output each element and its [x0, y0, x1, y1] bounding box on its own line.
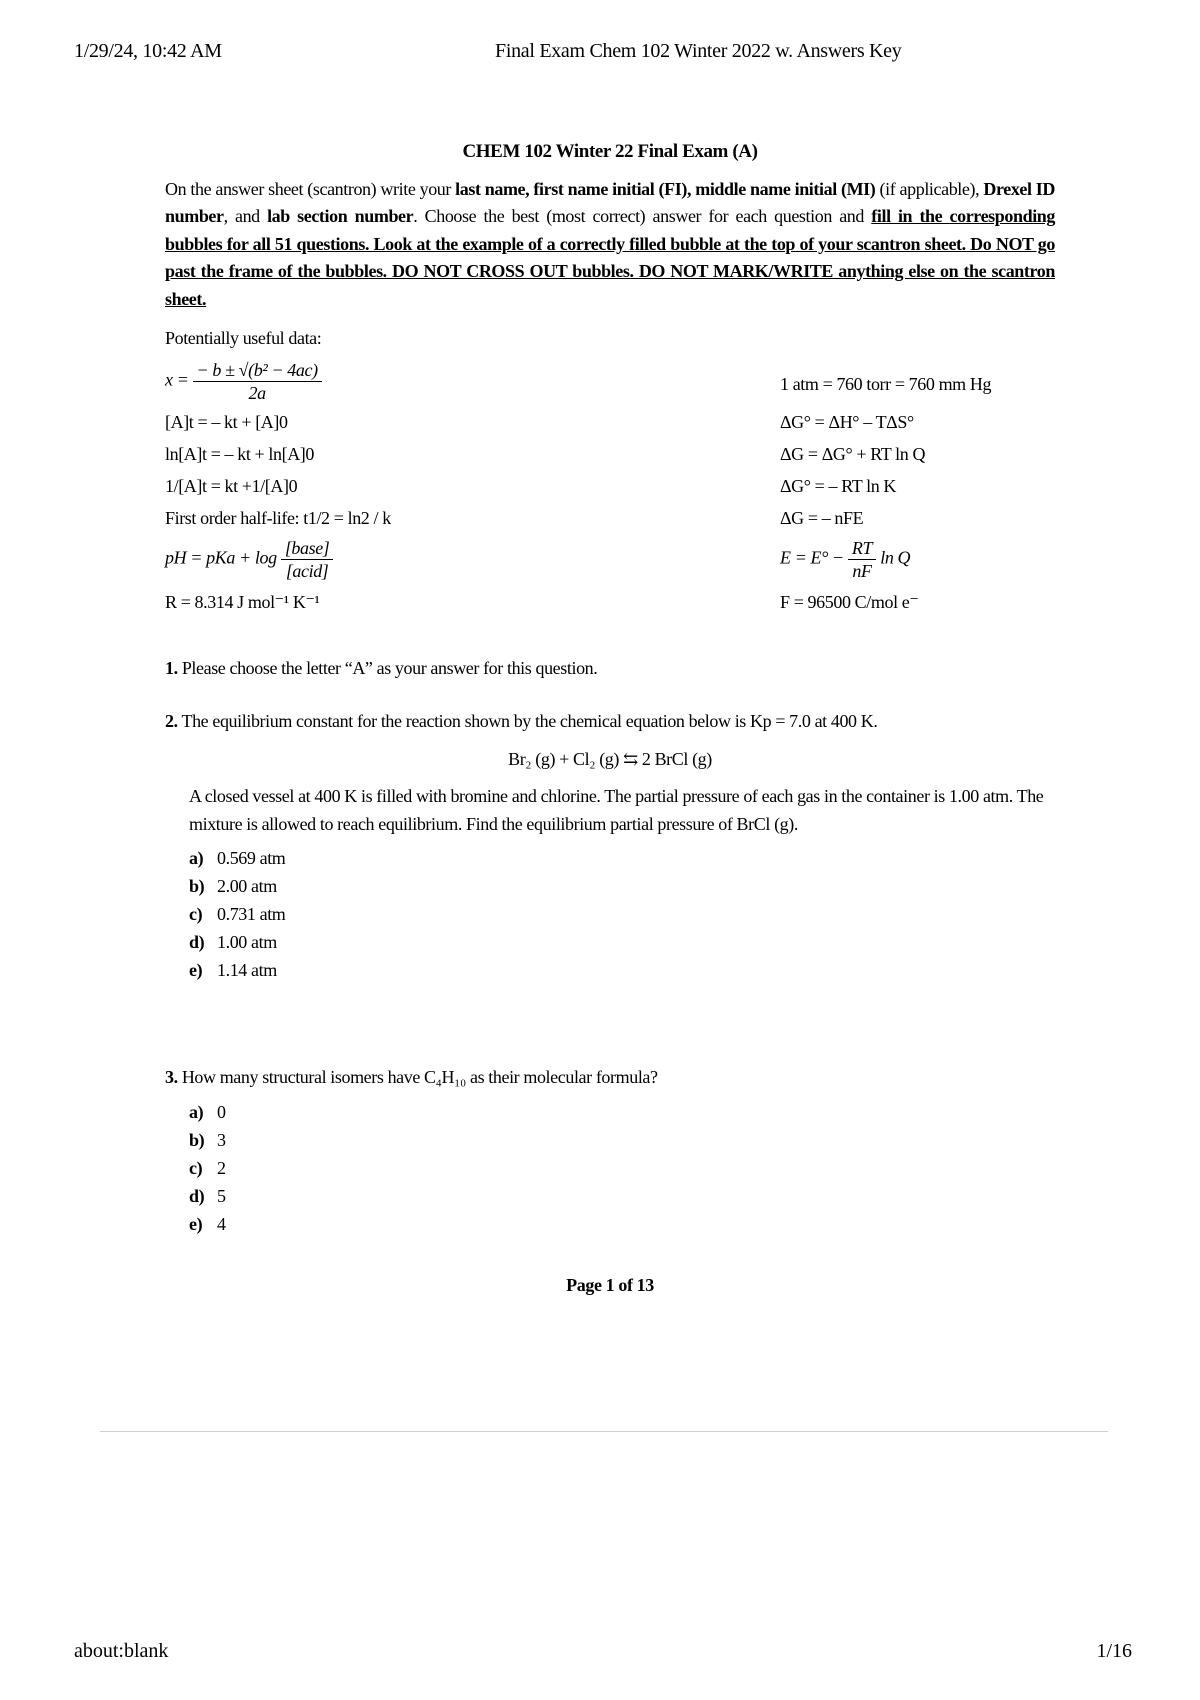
question-body: A closed vessel at 400 K is filled with bromine and chlorine. The partial pressure of each gas in the container is 1.00 atm. The mixture is allowed to reach equilibrium. Find the equilibrium partial pressure of BrCl (g). [189, 786, 1044, 834]
nernst-equation [780, 537, 910, 582]
option-text: 4 [217, 1213, 226, 1234]
print-datetime: 1/29/24, 10:42 AM [74, 40, 222, 62]
gibbs-nfe: ΔG = – nFE [780, 507, 864, 528]
formula-row [165, 441, 1055, 473]
option-letter: a) [189, 1101, 204, 1122]
answer-option [189, 1210, 1055, 1238]
half-life-formula: First order half-life: t1/2 = ln2 / k [165, 507, 391, 528]
instr-lab-field: lab section number [267, 206, 414, 226]
formula-row [165, 537, 1055, 589]
instr-text: . Choose the best (most correct) answer for each question and [413, 206, 872, 226]
formula-row [165, 505, 1055, 537]
answer-option [189, 900, 1055, 928]
option-letter: b) [189, 1129, 205, 1150]
option-text: 0.731 atm [217, 904, 286, 924]
exam-page-number: Page 1 of 13 [566, 1274, 654, 1295]
option-text: 3 [217, 1129, 226, 1150]
exam-title: CHEM 102 Winter 22 Final Exam (A) [462, 141, 758, 162]
option-letter: d) [189, 932, 205, 952]
option-letter: b) [189, 876, 205, 896]
hh-denominator: [acid] [285, 560, 329, 581]
option-text: 2.00 atm [217, 876, 277, 896]
question-3 [165, 1064, 1055, 1238]
hh-numerator: [base] [281, 537, 334, 560]
option-text: 5 [217, 1185, 226, 1206]
question-number: 1. [165, 657, 178, 678]
option-letter: c) [189, 1157, 203, 1178]
quad-fraction [193, 359, 322, 404]
print-page-counter: 1/16 [1096, 1640, 1132, 1662]
useful-data-section [165, 325, 1055, 621]
option-text: 0 [217, 1101, 226, 1122]
first-order-law: ln[A]t = – kt + ln[A]0 [165, 443, 314, 464]
answer-option [189, 1126, 1055, 1154]
hh-lhs: pH = pKa + log [165, 547, 277, 568]
instr-text: (if applicable), [875, 178, 984, 199]
option-letter: e) [189, 960, 203, 980]
instr-text: , and [223, 206, 268, 226]
option-letter: e) [189, 1213, 203, 1234]
gas-constant: R = 8.314 J mol⁻¹ K⁻¹ [165, 591, 320, 612]
exam-instructions [165, 176, 1055, 314]
quad-numerator: − b ± √(b² − 4ac) [193, 359, 322, 382]
formula-row [165, 589, 1055, 621]
zero-order-law: [A]t = – kt + [A]0 [165, 411, 288, 432]
nernst-denominator: nF [852, 560, 872, 581]
question-number: 3. [165, 1067, 178, 1087]
nernst-lhs: E = E° − [780, 547, 844, 568]
option-text: 1.00 atm [217, 932, 277, 952]
print-url: about:blank [74, 1640, 169, 1662]
answer-option [189, 1098, 1055, 1126]
question-text: The equilibrium constant for the reaction shown by the chemical equation below is Kp = 7.0 at 400 K. [181, 711, 878, 731]
nernst-rhs: ln Q [880, 547, 911, 568]
formula-row [165, 409, 1055, 441]
question-text: Please choose the letter “A” as your answer for this question. [181, 657, 598, 678]
pressure-conversion: 1 atm = 760 torr = 760 mm Hg [780, 373, 992, 394]
question-text: How many structural isomers have C₄H₁₀ as their molecular formula? [181, 1067, 658, 1087]
answer-option [189, 956, 1055, 984]
answer-option [189, 844, 1055, 872]
option-letter: a) [189, 848, 204, 868]
quadratic-formula [165, 359, 322, 404]
answer-options [189, 1098, 1055, 1238]
page-separator [100, 1431, 1108, 1432]
option-text: 1.14 atm [217, 960, 277, 980]
answer-option [189, 1182, 1055, 1210]
hh-fraction [281, 537, 334, 582]
option-text: 0.569 atm [217, 848, 286, 868]
quad-lhs: x = [165, 369, 189, 390]
quad-denominator: 2a [248, 382, 266, 403]
nernst-numerator: RT [848, 537, 876, 560]
gibbs-q: ΔG = ΔG° + RT ln Q [780, 443, 926, 464]
option-letter: d) [189, 1185, 205, 1206]
option-letter: c) [189, 904, 203, 924]
answer-option [189, 872, 1055, 900]
formula-row [165, 359, 1055, 409]
question-number: 2. [165, 711, 178, 731]
nernst-fraction [848, 537, 876, 582]
faraday-constant: F = 96500 C/mol e⁻ [780, 591, 919, 612]
instr-text: On the answer sheet (scantron) write your [165, 178, 456, 199]
gibbs-k: ΔG° = – RT ln K [780, 475, 897, 496]
print-document-title: Final Exam Chem 102 Winter 2022 w. Answers Key [495, 40, 902, 62]
formula-row [165, 473, 1055, 505]
instr-id-field: Drexel ID number [165, 178, 1056, 226]
second-order-law: 1/[A]t = kt +1/[A]0 [165, 475, 298, 496]
answer-option [189, 928, 1055, 956]
answer-options [189, 844, 1055, 984]
exam-page [165, 138, 1055, 1299]
question-1 [165, 655, 1055, 683]
instr-bubble-rules: fill in the corresponding bubbles for all 51 questions. Look at the example of a correctly filled bubble at the top of your scantron sheet. Do NOT go past the frame of the bubbles. DO NOT CROSS OUT bubbles. DO NOT MARK/WRITE anything else on the scantron sheet. [165, 206, 1056, 309]
useful-data-heading: Potentially useful data: [165, 328, 322, 348]
henderson-hasselbalch [165, 537, 333, 582]
instr-name-fields: last name, first name initial (FI), middle name initial (MI) [455, 178, 876, 199]
chemical-equation: Br₂ (g) + Cl₂ (g) ⇆ 2 BrCl (g) [508, 748, 712, 769]
option-text: 2 [217, 1157, 226, 1178]
gibbs-standard: ΔG° = ΔH° – TΔS° [780, 411, 914, 432]
question-2 [165, 708, 1055, 984]
answer-option [189, 1154, 1055, 1182]
